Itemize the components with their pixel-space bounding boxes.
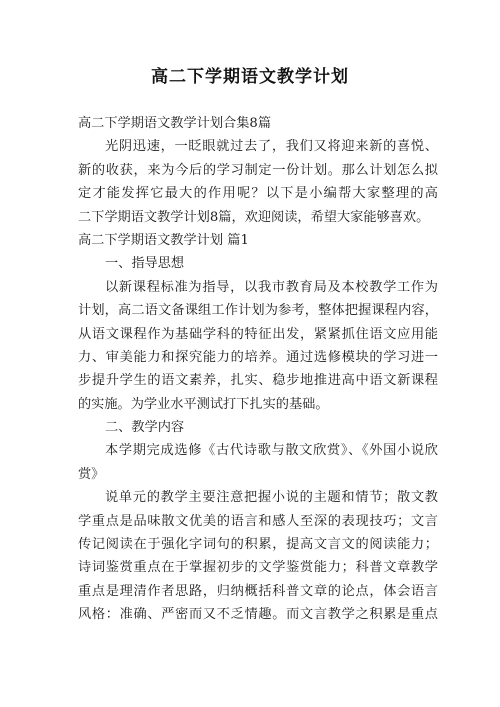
paragraph-line: 光阴迅速，一眨眼就过去了，我们又将迎来新的喜悦、 <box>105 139 438 155</box>
paragraph-line: 本学期完成选修《古代诗歌与散文欣赏》、《外国小说欣 <box>105 443 438 459</box>
document-subtitle: 高二下学期语文教学计划合集8篇 <box>78 116 272 131</box>
paragraph-line: 重点是理清作者思路，归纳概括科普文章的论点，体会语言 <box>78 583 438 599</box>
paragraph-line: 说单元的教学主要注意把握小说的主题和情节；散文教 <box>105 490 438 506</box>
paragraph-line: 新的收获，来为今后的学习制定一份计划。那么计划怎么拟 <box>78 162 438 178</box>
paragraph-line: 计划，高二语文备课组工作计划为参考，整体把握课程内容， <box>78 303 438 319</box>
section-heading: 高二下学期语文教学计划 篇1 <box>78 232 249 248</box>
paragraph-line: 步提升学生的语文素养，扎实、稳步地推进高中语文新课程 <box>78 373 438 389</box>
paragraph-line: 赏》 <box>78 466 105 482</box>
paragraph-line: 二下学期语文教学计划8篇，欢迎阅读，希望大家能够喜欢。 <box>78 209 430 225</box>
paragraph-line: 以新课程标准为指导，以我市教育局及本校教学工作为 <box>105 279 438 295</box>
paragraph-line: 定才能发挥它最大的作用呢？以下是小编帮大家整理的高 <box>78 186 438 202</box>
paragraph-line: 力、审美能力和探究能力的培养。通过选修模块的学习进一 <box>78 349 438 365</box>
document-title: 高二下学期语文教学计划 <box>151 67 349 87</box>
paragraph-line: 的实施。为学业水平测试打下扎实的基础。 <box>78 396 329 412</box>
paragraph-line: 诗词鉴赏重点在于掌握初步的文学鉴赏能力；科普文章教学 <box>78 560 438 576</box>
document-body <box>78 112 438 627</box>
subsection-heading: 二、教学内容 <box>105 420 185 436</box>
subsection-heading: 一、指导思想 <box>105 256 185 272</box>
paragraph-line: 风格：准确、严密而又不乏情趣。而文言教学之积累是重点 <box>78 607 438 623</box>
paragraph-line: 传记阅读在于强化字词句的积累，提高文言文的阅读能力； <box>78 537 438 553</box>
paragraph-line: 从语文课程作为基础学科的特征出发，紧紧抓住语文应用能 <box>78 326 438 342</box>
paragraph-line: 学重点是品味散文优美的语言和感人至深的表现技巧；文言 <box>78 513 438 529</box>
